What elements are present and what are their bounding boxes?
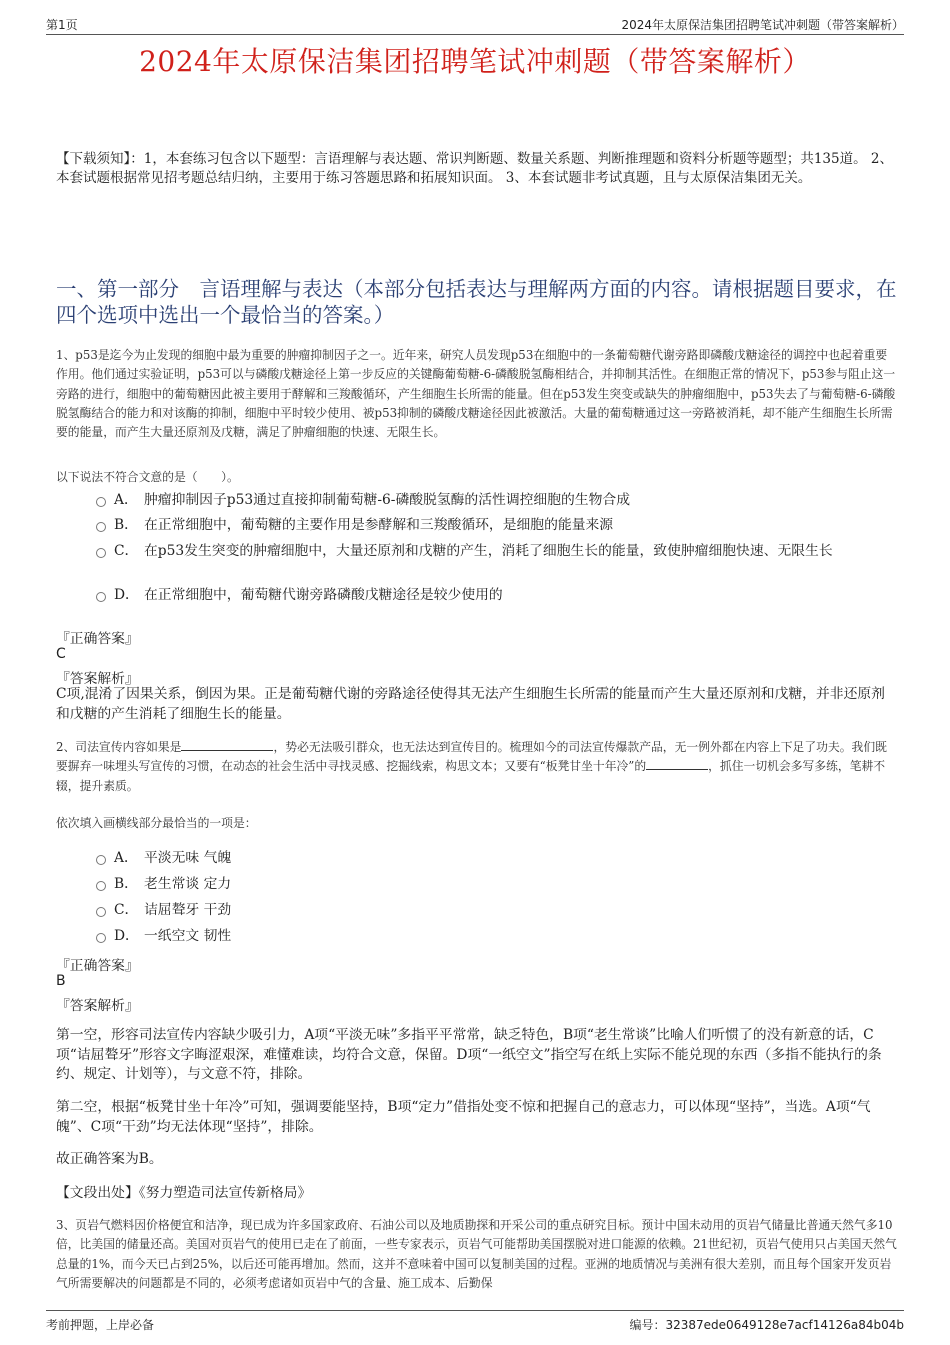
question-1-answer: C	[56, 646, 66, 662]
footer-slogan: 考前押题，上岸必备	[46, 1318, 155, 1332]
radio-icon[interactable]	[96, 933, 106, 943]
header-doc-title: 2024年太原保洁集团招聘笔试冲刺题（带答案解析）	[621, 18, 904, 32]
question-2-analysis-para-1: 第一空，形容司法宣传内容缺少吸引力，A项“平淡无味”多指平平常常，缺乏特色，B项“老生常谈”比喻人们听惯了的没有新意的话，C项“诘屈聱牙”形容文字晦涩艰深，难懂难读，均符合文意，保留。D项“一纸空文”指空写在纸上实际不能兑现的东西（多指不能执行的条约、规定、计划等），与文意不符，排除。	[56, 1027, 882, 1082]
radio-icon[interactable]	[96, 907, 106, 917]
question-1-option-a[interactable]: A． 肿瘤抑制因子p53通过直接抑制葡萄糖-6-磷酸脱氢酶的活性调控细胞的生物合成	[96, 488, 896, 512]
question-2-option-a[interactable]: A． 平淡无味 气魄	[96, 846, 896, 870]
question-2-answer-label: 『正确答案』	[56, 958, 139, 974]
radio-icon[interactable]	[96, 497, 106, 507]
page-number: 第1页	[46, 18, 78, 32]
radio-icon[interactable]	[96, 855, 106, 865]
question-1-analysis: C项,混淆了因果关系，倒因为果。正是葡萄糖代谢的旁路途径使得其无法产生细胞生长所需的能量而产生大量还原剂和戊糖，并非还原剂和戊糖的产生消耗了细胞生长的能量。	[56, 686, 885, 722]
question-1-option-d[interactable]: D． 在正常细胞中，葡萄糖代谢旁路磷酸戊糖途径是较少使用的	[96, 583, 896, 607]
page-footer	[46, 1310, 904, 1335]
question-2-analysis-para-2: 第二空，根据“板凳甘坐十年冷”可知，强调要能坚持，B项“定力”借指处变不惊和把握自己的意志力，可以体现“坚持”，当选。A项“气魄”、C项“干劲”均无法体现“坚持”，排除。	[56, 1099, 871, 1135]
footer-code: 编号：32387ede0649128e7acf14126a84b04b	[629, 1318, 904, 1332]
fill-blank-2	[646, 757, 708, 770]
question-2-answer: B	[56, 973, 66, 989]
radio-icon[interactable]	[96, 881, 106, 891]
download-notice: 【下载须知】：1，本套练习包含以下题型：言语理解与表达题、常识判断题、数量关系题、判断推理题和资料分析题等题型；共135道。 2、本套试题根据常见招考题总结归纳，主要用于练习答题思路和拓展知识面。 3、本套试题非考试真题，且与太原保洁集团无关。	[56, 151, 893, 186]
question-1-analysis-label: 『答案解析』	[56, 671, 139, 687]
question-2-option-c[interactable]: C． 诘屈聱牙 干劲	[96, 898, 896, 922]
question-2-option-b[interactable]: B． 老生常谈 定力	[96, 872, 896, 896]
question-2-analysis-para-3: 故正确答案为B。	[56, 1151, 163, 1167]
question-1-answer-label: 『正确答案』	[56, 631, 139, 647]
question-2-analysis-label: 『答案解析』	[56, 998, 139, 1014]
page-title: 2024年太原保洁集团招聘笔试冲刺题（带答案解析）	[139, 45, 811, 78]
question-3-text: 3、页岩气燃料因价格便宜和洁净，现已成为许多国家政府、石油公司以及地质勘探和开采公司的重点研究目标。预计中国未动用的页岩气储量比普通天然气多10倍，比美国的储量还高。美国对页岩气的使用已走在了前面，一些专家表示，页岩气可能帮助美国摆脱对进口能源的依赖。21世纪初，页岩气使用只占美国天然气总量的1%，而今天已占到25%，以后还可能再增加。然而，这并不意味着中国可以复制美国的过程。亚洲的地质情况与美洲有很大差别，而且每个国家开发页岩气所需要解决的问题都是不同的，必须考虑诸如页岩中气的含量、施工成本、后勤保	[56, 1218, 897, 1290]
question-1-text: 1、p53是迄今为止发现的细胞中最为重要的肿瘤抑制因子之一。近年来，研究人员发现p53在细胞中的一条葡萄糖代谢旁路即磷酸戊糖途径的调控中也起着重要作用。他们通过实验证明，p53可以与磷酸戊糖途径上第一步反应的关键酶葡萄糖-6-磷酸脱氢酶相结合，并抑制其活性。在细胞正常的情况下，p53参与阻止这一旁路的进行，细胞中的葡萄糖因此被主要用于酵解和三羧酸循环，产生细胞生长所需的能量。但在p53发生突变或缺失的肿瘤细胞中，p53失去了与葡萄糖-6-磷酸脱氢酶结合的能力和对该酶的抑制，细胞中平时较少使用、被p53抑制的磷酸戊糖途径因此被激活。大量的葡萄糖通过这一旁路被消耗，却不能产生细胞生长所需要的能量，而产生大量还原剂及戊糖，满足了肿瘤细胞的快速、无限生长。	[56, 348, 896, 440]
radio-icon[interactable]	[96, 522, 106, 532]
question-2-prompt: 依次填入画横线部分最恰当的一项是：	[56, 816, 257, 830]
page-header	[46, 14, 904, 35]
question-2-option-d[interactable]: D． 一纸空文 韧性	[96, 924, 896, 948]
question-2-text: 2、司法宣传内容如果是 ，势必无法吸引群众，也无法达到宣传目的。梳理如今的司法宣传爆款产品，无一例外都在内容上下足了功夫。我们既要摒弃一味埋头写宣传的习惯，在动态的社会生活中寻找灵感、挖掘线索，构思文本；又要有“板凳甘坐十年冷”的 ，抓住一切机会多写多练，笔耕不辍，提升素质。	[56, 740, 887, 793]
question-1-prompt: 以下说法不符合文意的是（ ）。	[56, 470, 239, 484]
question-1-option-c[interactable]: C． 在p53发生突变的肿瘤细胞中，大量还原剂和戊糖的产生，消耗了细胞生长的能量，致使肿瘤细胞快速、无限生长	[96, 539, 896, 563]
question-2-source: 【文段出处】《努力塑造司法宣传新格局》	[56, 1185, 312, 1201]
section-heading: 一、第一部分 言语理解与表达（本部分包括表达与理解两方面的内容。请根据题目要求，在四个选项中选出一个最恰当的答案。）	[56, 277, 897, 327]
question-1-option-b[interactable]: B． 在正常细胞中，葡萄糖的主要作用是参酵解和三羧酸循环，是细胞的能量来源	[96, 513, 896, 537]
fill-blank-1	[181, 738, 273, 751]
radio-icon[interactable]	[96, 592, 106, 602]
radio-icon[interactable]	[96, 548, 106, 558]
